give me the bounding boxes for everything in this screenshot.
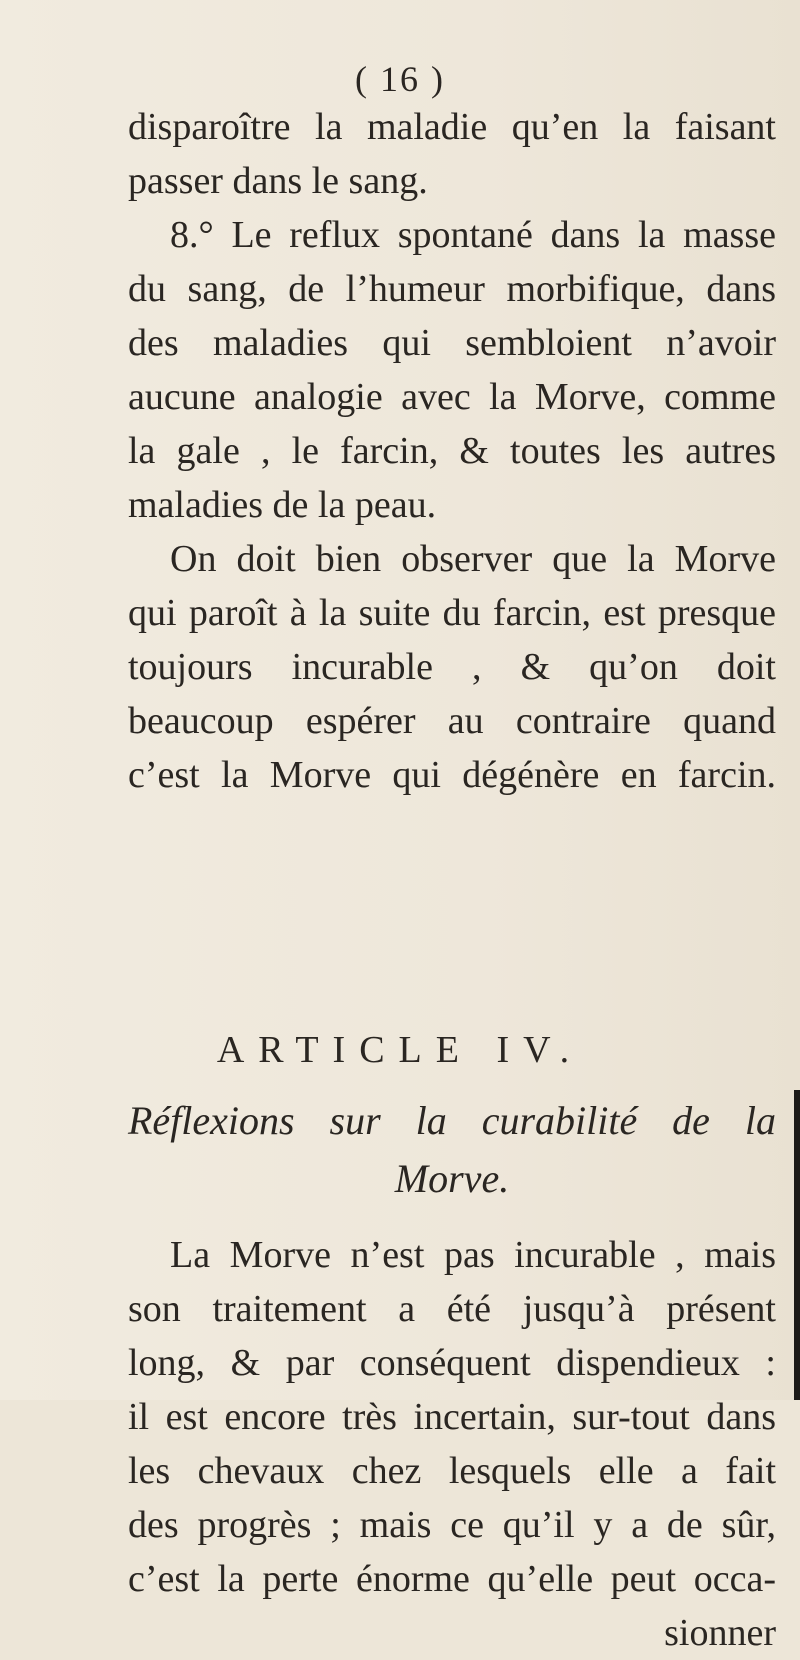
text-line: La Morve n’est pas incurable , mais: [170, 1234, 776, 1276]
text-line: passer dans le sang.: [128, 160, 428, 202]
text-line: il est encore très incertain, sur-tout dans: [128, 1396, 776, 1438]
text-line: du sang, de l’humeur morbifique, dans: [128, 268, 776, 310]
text-line: aucune analogie avec la Morve, comme: [128, 376, 776, 418]
text-line: des progrès ; mais ce qu’il y a de sûr,: [128, 1504, 776, 1546]
text-line: les chevaux chez lesquels elle a fait: [128, 1450, 776, 1492]
text-line: 8.° Le reflux spontané dans la masse: [170, 214, 776, 256]
article-subheading: [128, 1092, 776, 1208]
text-line: maladies de la peau.: [128, 484, 437, 526]
text-line: long, & par conséquent dispendieux :: [128, 1342, 776, 1384]
text-line: toujours incurable , & qu’on doit: [128, 646, 776, 688]
text-line: beaucoup espérer au contraire quand: [128, 700, 776, 742]
body-text-bottom: [128, 1228, 776, 1660]
text-line: des maladies qui sembloient n’avoir: [128, 322, 776, 364]
article-heading: ARTICLE IV.: [216, 1029, 584, 1071]
text-line: c’est la perte énorme qu’elle peut occa-: [128, 1558, 776, 1600]
text-line: disparoître la maladie qu’en la faisant: [128, 106, 776, 148]
page-edge-shadow: [794, 1090, 800, 1400]
body-text-top: [128, 100, 776, 802]
subheading-line: Morve.: [394, 1156, 510, 1201]
text-line: c’est la Morve qui dégénère en farcin.: [128, 754, 776, 796]
text-line: la gale , le farcin, & toutes les autres: [128, 430, 776, 472]
text-line: qui paroît à la suite du farcin, est presque: [128, 592, 776, 634]
page-number: ( 16 ): [355, 59, 445, 99]
text-line: son traitement a été jusqu’à présent: [128, 1288, 776, 1330]
subheading-line: Réflexions sur la curabilité de la: [128, 1098, 776, 1143]
text-line: On doit bien observer que la Morve: [170, 538, 776, 580]
text-line: sionner: [664, 1612, 776, 1654]
